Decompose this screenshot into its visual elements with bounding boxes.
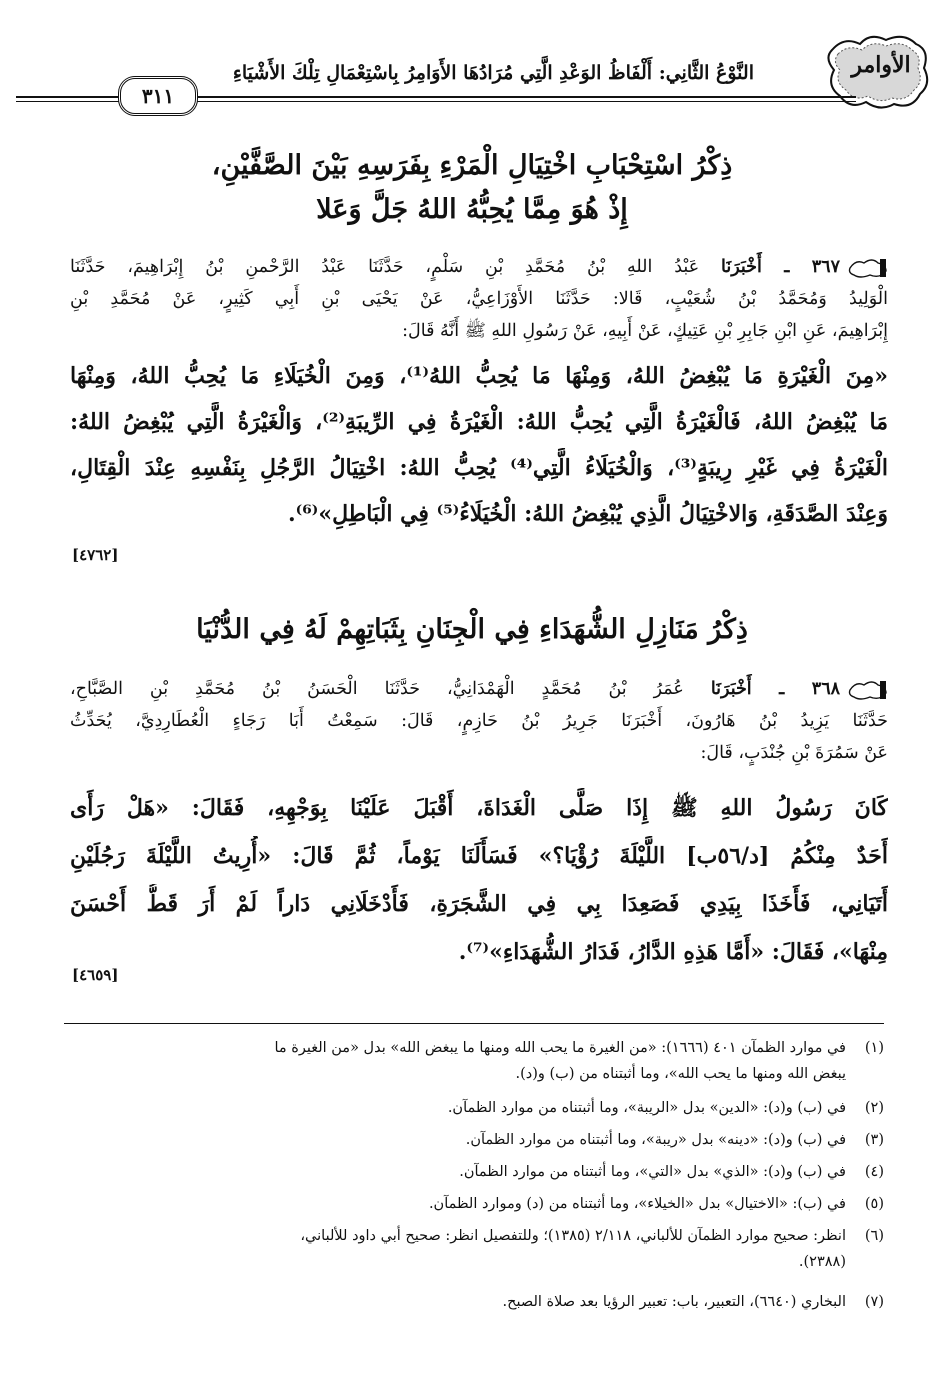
footnote-continuation xyxy=(60,1062,884,1086)
narration-line: الْوَلِيدُ وَمُحَمَّدُ بْنُ شُعَيْبٍ، قَالا: حَدَّثَنَا الأَوْزَاعِيُّ، عَنْ يَحْيَى بْنِ أَبِي كَثِيرٍ، عَنْ مُحَمَّدِ بْنِ xyxy=(70,289,888,309)
narration-line: عَنْ سَمُرَةَ بْنِ جُنْدَبٍ، قَالَ: xyxy=(700,743,888,763)
narration-line: إِبْرَاهِيمَ، عَنِ ابْنِ جَابِرِ بْنِ عَتِيكٍ، عَنْ أَبِيهِ، عَنْ رَسُولِ اللهِ ﷺ أَنَّهُ قَالَ: xyxy=(402,321,888,341)
footnote-text: في (ب) و(د): «الدين» بدل «الريبة»، وما أثبتناه من موارد الظمآن. xyxy=(447,1100,846,1116)
footnote xyxy=(60,1192,884,1216)
footnote-number: (٥) xyxy=(864,1196,884,1212)
corner-ornament xyxy=(824,30,932,112)
footnote-text: انظر: صحيح موارد الظمآن للألباني، ٢/١١٨ (١٣٨٥)؛ وللتفصيل انظر: صحيح أبي داود للألباني، xyxy=(300,1228,846,1244)
footnote-text: في (ب) و(د): «دينه» بدل «ريبة»، وما أثبتناه من موارد الظمآن. xyxy=(465,1132,846,1148)
footnote-number: (٣) xyxy=(864,1132,884,1148)
footnote-number: (٤) xyxy=(864,1164,884,1180)
hadith-marker-icon xyxy=(848,257,888,279)
footnote xyxy=(60,1096,884,1120)
section-heading-line: إِذْ هُوَ مِمَّا يُحِبُّهُ اللهُ جَلَّ وَعَلا xyxy=(316,194,628,225)
narration-text: عَبْدُ اللهِ بْنُ مُحَمَّدِ بْنِ سَلْمٍ، حَدَّثَنَا عَبْدُ الرَّحْمنِ بْنُ إِبْرَاهِيمَ، حَدَّثَنَا xyxy=(70,257,700,277)
matn-line: وَعِنْدَ الصَّدَقَةِ، وَالاخْتِيَالُ الَّذِي يُبْغِضُ اللهُ: الْخُيَلَاءُ⁽⁵⁾ فِي الْبَاطِلِ»⁽⁶⁾. xyxy=(287,501,888,527)
footnote xyxy=(60,1128,884,1152)
footnote-text: في (ب): «الاختيال» بدل «الخيلاء»، وما أثبتناه من (د) وموارد الظمآن. xyxy=(428,1196,846,1212)
footnote-text: في موارد الظمآن ٤٠١ (١٦٦٦): «من الغيرة ما يحب الله ومنها ما يبغض الله» بدل «من الغيرة ما xyxy=(274,1040,846,1056)
matn-line: «مِنَ الْغَيْرَةِ مَا يُبْغِضُ اللهُ، وَمِنْهَا مَا يُحِبُّ اللهُ⁽¹⁾، وَمِنَ الْخُيَلَاءِ مَا يُحِبُّ اللهُ، وَمِنْهَا xyxy=(70,363,888,389)
matn-line: أَتَيَانِي، فَأَخَذَا بِيَدِي فَصَعِدَا بِي فِي الشَّجَرَةِ، فَأَدْخَلَانِي دَاراً لَمْ أَرَ قَطُّ أَحْسَنَ xyxy=(70,891,888,917)
footnote-number: (١) xyxy=(864,1040,884,1056)
footnote-number: (٢) xyxy=(864,1100,884,1116)
corner-label: الأوامر xyxy=(851,52,911,78)
narration-line xyxy=(70,674,888,704)
hadith-number: ٣٦٧ ـ أَخْبَرَنَا xyxy=(721,257,840,277)
narration-text: عُمَرُ بْنُ مُحَمَّدٍ الْهَمْدَانِيُّ، حَدَّثَنَا الْحَسَنُ بْنُ مُحَمَّدِ بْنِ الصَّبَّاحِ، xyxy=(70,679,684,699)
section-heading-line: ذِكْرُ اسْتِحْبَابِ اخْتِيَالِ الْمَرْءِ بِفَرَسِهِ بَيْنَ الصَّفَّيْنِ، xyxy=(211,150,733,181)
page-number: ٣١١ xyxy=(118,76,198,116)
footnote-continuation xyxy=(60,1250,884,1274)
running-header-title: النَّوْعُ الثَّانِي: أَلْفَاظُ الوَعْدِ الَّتِي مُرَادُهَا الأَوَامِرُ بِاسْتِعْمَالِ تِلْكَ الأَشْيَاءِ xyxy=(232,62,754,84)
narration-line: حَدَّثَنَا يَزِيدُ بْنُ هَارُونَ، أَخْبَرَنَا جَرِيرُ بْنُ حَازِمٍ، قَالَ: سَمِعْتُ أَبَا رَجَاءٍ الْعُطَارِدِيَّ، يُحَدِّثُ xyxy=(70,711,888,731)
footnote-separator xyxy=(64,1023,884,1024)
footnote-number: (٧) xyxy=(864,1294,884,1310)
matn-line: الْغَيْرَةُ فِي غَيْرِ رِيبَةٍ⁽³⁾، وَالْخُيَلَاءُ الَّتِي⁽⁴⁾ يُحِبُّ اللهُ: اخْتِيَالُ الرَّجُلِ بِنَفْسِهِ عِنْدَ الْقِتَالِ، xyxy=(70,455,888,481)
hadith-marker-icon xyxy=(848,679,888,701)
footnote-text: البخاري (٦٦٤٠)، التعبير، باب: تعبير الرؤيا بعد صلاة الصبح. xyxy=(502,1294,846,1310)
matn-line: كَانَ رَسُولُ اللهِ ﷺ إِذَا صَلَّى الْغَدَاةَ، أَقْبَلَ عَلَيْنَا بِوَجْهِهِ، فَقَالَ: «هَلْ رَأَى xyxy=(70,795,888,821)
footnote-text: في (ب) و(د): «الذي» بدل «التي»، وما أثبتناه من موارد الظمآن. xyxy=(459,1164,846,1180)
matn-line: أَحَدٌ مِنْكُمُ [د/٥٦ب] اللَّيْلَةَ رُؤْيَا؟» فَسَأَلَنَا يَوْماً، ثُمَّ قَالَ: «أُرِيتُ اللَّيْلَةَ رَجُلَيْنِ xyxy=(70,843,888,869)
section-heading-line: ذِكْرُ مَنَازِلِ الشُّهَدَاءِ فِي الْجِنَانِ بِثَبَاتِهِمْ لَهُ فِي الدُّنْيَا xyxy=(196,614,748,645)
footnote-number: (٦) xyxy=(864,1228,884,1244)
matn-line: مَا يُبْغِضُ اللهُ، فَالْغَيْرَةُ الَّتِي يُحِبُّ اللهُ: الْغَيْرَةُ فِي الرِّيبَةِ⁽²⁾، وَالْغَيْرَةُ الَّتِي يُبْغِضُ اللهُ: xyxy=(70,409,888,435)
footnote xyxy=(60,1224,884,1248)
hadith-reference: [٤٧٦٢] xyxy=(72,546,119,564)
hadith-reference: [٤٦٥٩] xyxy=(72,966,119,984)
footnote-text: يبغض الله ومنها ما يحب الله»، وما أثبتناه من (ب) و(د). xyxy=(515,1066,846,1082)
footnote xyxy=(60,1160,884,1184)
footnote xyxy=(60,1290,884,1314)
footnote xyxy=(60,1036,884,1060)
hadith-number: ٣٦٨ ـ أَخْبَرَنَا xyxy=(710,679,840,699)
narration-line xyxy=(70,252,888,282)
matn-line: مِنْهَا»، فَقَالَ: «أَمَّا هَذِهِ الدَّارُ، فَدَارُ الشُّهَدَاءِ»⁽⁷⁾. xyxy=(458,939,888,965)
footnote-text: (٢٣٨٨). xyxy=(798,1254,846,1270)
